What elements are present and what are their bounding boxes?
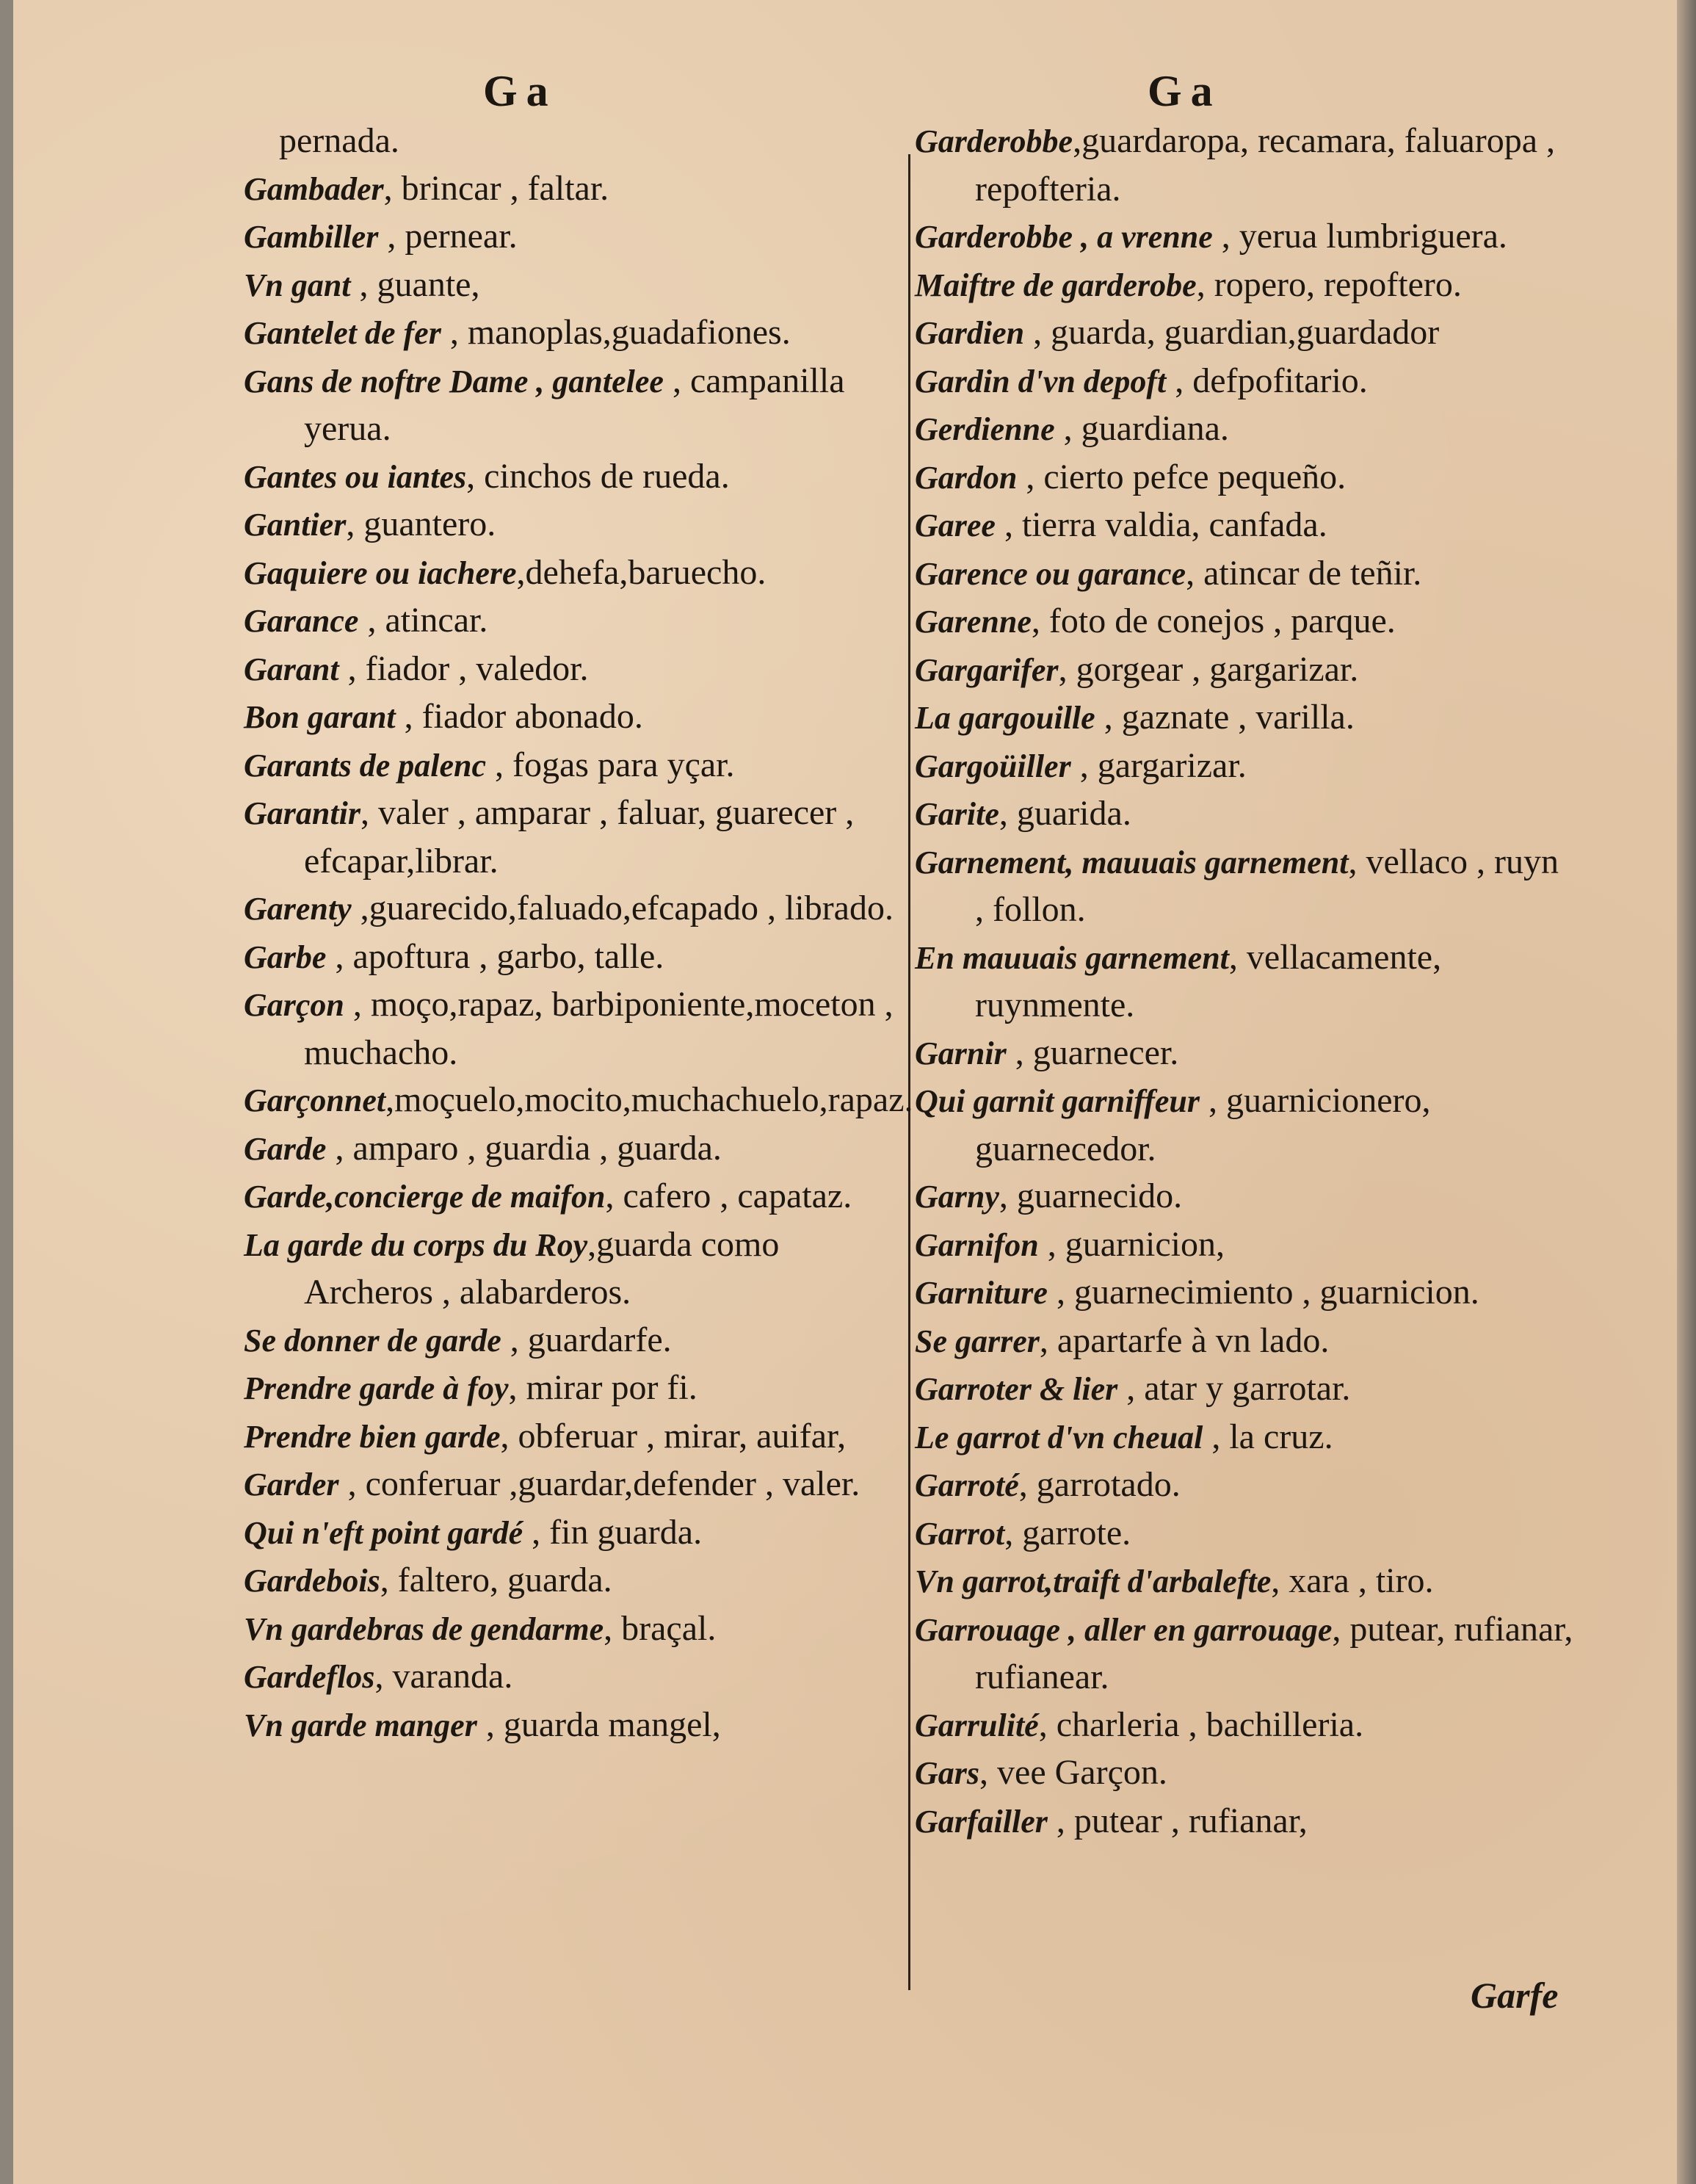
entry-headword: Garçon [244, 987, 344, 1023]
dictionary-entry [915, 1173, 1576, 1221]
entry-translation: , defpofitario. [1166, 361, 1368, 400]
dictionary-entry [915, 1558, 1576, 1606]
entry-headword: Gerdienne [915, 411, 1055, 447]
entry-headword: Garrouage , aller en garrouage [915, 1611, 1333, 1648]
entry-translation: ,moçuelo,mocito,muchachuelo,rapaz. [385, 1080, 913, 1119]
entry-translation: , mirar por fi. [508, 1368, 697, 1407]
dictionary-entry [915, 309, 1576, 358]
entry-headword: Gardebois [244, 1563, 380, 1599]
entry-translation: , cierto pefce pequeño. [1017, 457, 1347, 496]
entry-translation: , la cruz. [1203, 1417, 1333, 1456]
column-rule [908, 154, 910, 1990]
entry-headword: Le garrot d'vn cheual [915, 1419, 1203, 1456]
entry-headword: Gambader [244, 170, 384, 207]
dictionary-entry [244, 213, 905, 261]
dictionary-entry [244, 165, 905, 214]
entry-translation: , gargarizar. [1070, 745, 1247, 785]
entry-headword: Se donner de garde [244, 1322, 501, 1359]
dictionary-entry [244, 1317, 905, 1365]
entry-headword: Vn garrot,traift d'arbalefte [915, 1563, 1272, 1599]
dictionary-entry [915, 502, 1576, 550]
entry-translation: , garrote. [1004, 1513, 1131, 1552]
dictionary-entry [244, 1413, 905, 1461]
dictionary-entry [915, 405, 1576, 454]
entry-translation: , manoplas,guadafiones. [441, 313, 791, 352]
dictionary-entry [915, 1317, 1576, 1366]
entry-translation: , conferuar ,guardar,defender , valer. [338, 1464, 860, 1503]
dictionary-entry [915, 646, 1576, 695]
dictionary-entry [915, 839, 1576, 934]
dictionary-entry [244, 261, 905, 310]
entry-headword: Garbe [244, 939, 327, 975]
dictionary-entry [244, 1653, 905, 1702]
dictionary-entry [915, 1365, 1576, 1414]
dictionary-entry [915, 1461, 1576, 1510]
continued-line: pernada. [279, 121, 399, 160]
entry-headword: Gardon [915, 459, 1018, 496]
dictionary-entry [244, 309, 905, 358]
dictionary-entry [244, 1702, 905, 1750]
entry-headword: Garroter & lier [915, 1371, 1118, 1407]
entry-translation: , garrotado. [1018, 1465, 1181, 1504]
entry-headword: Gantes ou iantes [244, 458, 467, 495]
entry-headword: Maiftre de garderobe [915, 267, 1197, 303]
entry-headword: Garde,concierge de maifon [244, 1179, 606, 1215]
dictionary-entry [244, 549, 905, 598]
dictionary-entry [915, 550, 1576, 599]
entry-headword: Garenty [244, 891, 352, 927]
entry-translation: , faltero, guarda. [380, 1561, 612, 1599]
entry-translation: , fin guarda. [523, 1512, 703, 1552]
entry-translation: , apartarfe à vn lado. [1039, 1320, 1330, 1360]
dictionary-entry [915, 1749, 1576, 1798]
entry-headword: Bon garant [244, 699, 396, 735]
entry-translation: , tierra valdia, canfada. [995, 505, 1327, 544]
entry-translation: , guarnicion, [1038, 1224, 1225, 1264]
dictionary-entry [244, 597, 905, 646]
entry-headword: Gans de noftre Dame , gantelee [244, 363, 664, 399]
entry-translation: , guarnecido. [999, 1176, 1183, 1215]
entry-headword: Garçonnet [244, 1082, 386, 1118]
dictionary-entry [915, 1221, 1576, 1270]
dictionary-entry [915, 454, 1576, 502]
dictionary-entry [244, 693, 905, 742]
running-head-right: Ga [1148, 67, 1222, 115]
dictionary-entry [244, 646, 905, 694]
dictionary-entry [915, 1414, 1576, 1462]
entry-translation: , obferuar , mirar, auifar, [500, 1416, 847, 1456]
dictionary-entry [244, 1605, 905, 1654]
dictionary-entry [244, 1557, 905, 1605]
entry-headword: Garderobbe , a vrenne [915, 219, 1213, 255]
entry-translation: , guardarfe. [501, 1320, 672, 1359]
catchword: Garfe [1471, 1975, 1559, 2016]
entry-translation: , vellaco , ruyn , follon. [975, 842, 1559, 929]
dictionary-entry [915, 1077, 1576, 1173]
entry-headword: Garenne [915, 604, 1032, 640]
entry-headword: Se garrer [915, 1323, 1040, 1359]
left-column [244, 117, 913, 1749]
entry-translation: , brincar , faltar. [383, 168, 609, 208]
entry-headword: Vn gardebras de gendarme [244, 1610, 604, 1647]
entry-translation: , guarda mangel, [476, 1704, 721, 1744]
entry-translation: , vee Garçon. [979, 1753, 1167, 1792]
dictionary-entry [915, 1798, 1576, 1846]
entry-translation: , atincar de teñir. [1186, 553, 1422, 593]
dictionary-entry [244, 789, 905, 885]
entry-headword: La garde du corps du Roy [244, 1226, 588, 1263]
entry-headword: Gantelet de fer [244, 315, 441, 351]
entry-translation: , guante, [350, 264, 480, 304]
entry-headword: Garniture [915, 1275, 1048, 1311]
running-head-left: Ga [483, 67, 557, 115]
entry-headword: Garite [915, 796, 999, 832]
entry-translation: , charleria , bachilleria. [1038, 1704, 1364, 1744]
entry-translation: , guarnecimiento , guarnicion. [1047, 1273, 1479, 1312]
entry-translation: , fogas para yçar. [486, 745, 735, 784]
entry-headword: Qui n'eft point gardé [244, 1514, 523, 1551]
dictionary-entry [915, 261, 1576, 310]
dictionary-entry [915, 358, 1576, 406]
dictionary-entry [915, 1269, 1576, 1317]
entry-translation: , guarnecer. [1006, 1033, 1179, 1072]
entry-translation: , guarda, guardian,guardador [1024, 313, 1440, 352]
entry-headword: Garde [244, 1130, 327, 1167]
entry-translation: , atar y garrotar. [1117, 1369, 1351, 1408]
entry-headword: Garance [244, 603, 359, 639]
dictionary-entry [915, 1030, 1576, 1078]
entry-translation: , guardiana. [1054, 409, 1229, 448]
entry-headword: Garee [915, 507, 996, 543]
entry-headword: Garnir [915, 1035, 1007, 1071]
dictionary-entry [244, 981, 905, 1077]
entry-headword: Gars [915, 1755, 980, 1791]
dictionary-entry [244, 1173, 905, 1221]
dictionary-entry [244, 1364, 905, 1413]
entry-headword: Garder [244, 1467, 339, 1503]
entry-headword: Prendre bien garde [244, 1418, 501, 1455]
right-column [915, 117, 1576, 1845]
entry-headword: En mauuais garnement [915, 939, 1229, 976]
page-edge-shadow [1677, 0, 1696, 2184]
dictionary-entry [915, 790, 1576, 839]
entry-translation: ,guarda como Archeros , alabarderos. [304, 1224, 780, 1312]
entry-translation: , cinchos de rueda. [466, 456, 730, 496]
entry-headword: Gardien [915, 315, 1025, 351]
dictionary-entry [244, 885, 905, 933]
dictionary-entry [244, 1077, 913, 1125]
entry-headword: Gantier [244, 507, 347, 543]
entry-headword: Qui garnit garniffeur [915, 1083, 1200, 1119]
entry-headword: Garderobbe [915, 123, 1073, 159]
dictionary-entry [915, 117, 1576, 213]
entry-headword: Garnifon [915, 1226, 1039, 1263]
entry-headword: Prendre garde à foy [244, 1370, 509, 1406]
entry-translation: , apoftura , garbo, talle. [326, 936, 664, 976]
entry-headword: Garantir [244, 795, 360, 831]
entry-translation: , atincar. [358, 601, 488, 640]
entry-translation: , braçal. [604, 1608, 717, 1648]
entry-translation: , fiador abonado. [395, 697, 643, 736]
entry-translation: , guantero. [346, 505, 496, 543]
entry-translation: , guarnicionero, guarnecedor. [975, 1081, 1431, 1168]
entry-translation: , yerua lumbriguera. [1212, 217, 1507, 256]
entry-translation: , foto de conejos , parque. [1031, 601, 1396, 640]
dictionary-entry [244, 1509, 905, 1558]
entry-headword: Vn gant [244, 267, 351, 303]
entry-headword: Garant [244, 651, 339, 687]
entry-headword: Gardin d'vn depoft [915, 363, 1167, 399]
entry-translation: , moço,rapaz, barbiponiente,moceton , muchacho. [304, 985, 894, 1072]
dictionary-entry [244, 742, 905, 790]
entry-headword: Gardeflos [244, 1659, 375, 1695]
entry-headword: Gargoüiller [915, 748, 1071, 784]
entry-translation: , vellacamente, ruynmente. [975, 937, 1442, 1024]
dictionary-entry [244, 358, 905, 453]
dictionary-page [13, 0, 1696, 2184]
entry-headword: Garroté [915, 1467, 1019, 1503]
entry-translation: , guarida. [999, 794, 1131, 833]
dictionary-entry [915, 1702, 1576, 1750]
entry-translation: , campanilla yerua. [304, 361, 845, 448]
entry-headword: La gargouille [915, 700, 1095, 736]
entry-translation: , pernear. [378, 217, 518, 256]
entry-headword: Vn garde manger [244, 1707, 477, 1743]
entry-translation: ,guarecido,faluado,efcapado , librado. [351, 889, 894, 928]
dictionary-entry [244, 501, 905, 549]
entry-translation: , putear, rufianar, rufianear. [975, 1609, 1573, 1696]
dictionary-entry [915, 694, 1576, 742]
entry-headword: Garnement, mauuais garnement [915, 844, 1349, 881]
entry-headword: Garny [915, 1179, 999, 1215]
entry-headword: Gargarifer [915, 651, 1059, 688]
entry-translation: , ropero, repoftero. [1196, 264, 1462, 304]
dictionary-entry [244, 1461, 905, 1509]
dictionary-entry [244, 1221, 905, 1317]
entry-translation: , varanda. [374, 1657, 513, 1696]
entry-translation: , gaznate , varilla. [1095, 698, 1355, 737]
entry-headword: Garrulité [915, 1707, 1039, 1743]
dictionary-entry [915, 213, 1576, 261]
dictionary-entry [915, 1510, 1576, 1558]
entry-translation: , gorgear , gargarizar. [1058, 649, 1359, 689]
dictionary-entry [244, 453, 905, 502]
entry-translation: ,dehefa,baruecho. [516, 552, 767, 592]
entry-headword: Garrot [915, 1515, 1005, 1552]
entry-translation: , fiador , valedor. [338, 648, 589, 688]
entry-translation: , cafero , capataz. [605, 1176, 852, 1215]
entry-headword: Gaquiere ou iachere [244, 554, 517, 591]
entry-translation: ,guardaropa, recamara, faluaropa , repofteria. [975, 121, 1556, 209]
entry-translation: , amparo , guardia , guarda. [326, 1128, 722, 1168]
entry-headword: Garants de palenc [244, 747, 486, 784]
dictionary-entry [244, 1125, 905, 1174]
dictionary-entry [915, 934, 1576, 1030]
entry-headword: Gambiller [244, 219, 379, 255]
dictionary-entry [915, 742, 1576, 791]
entry-headword: Garence ou garance [915, 555, 1186, 592]
entry-translation: , putear , rufianar, [1047, 1801, 1308, 1840]
dictionary-entry [915, 598, 1576, 646]
entry-translation: , xara , tiro. [1271, 1561, 1434, 1600]
entry-translation: , valer , amparar , faluar, guarecer , efcapar,librar. [304, 793, 855, 881]
dictionary-entry [244, 933, 905, 982]
dictionary-entry [915, 1606, 1576, 1702]
entry-headword: Garfailler [915, 1803, 1048, 1840]
